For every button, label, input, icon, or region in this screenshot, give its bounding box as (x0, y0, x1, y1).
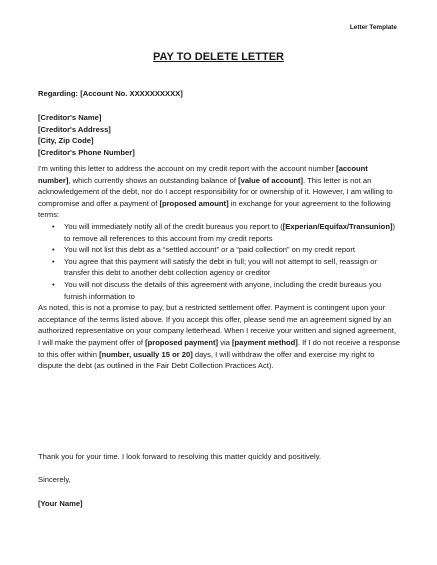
proposed-amount-placeholder: [proposed amount] (159, 198, 229, 208)
para-text: in exchange for your agreement to the following terms: (38, 198, 391, 220)
opening-paragraph (38, 163, 400, 221)
para-text: , which currently shows an outstanding balance of (68, 175, 239, 185)
settlement-paragraph (38, 302, 400, 372)
para-text: . This letter is not an acknowledgement of the debt, nor do I accept responsibility for or ownership of it. However, I am willing to compromise and offer a payment of (38, 175, 393, 208)
creditor-name: [Creditor's Name] (38, 113, 102, 122)
term-text: ) to remove all references to this account from my credit reports (64, 221, 396, 243)
creditor-address: [Creditor's Address] (38, 124, 111, 134)
letter-title: PAY TO DELETE LETTER (152, 51, 284, 63)
para-text: days, I will withdraw the offer and exercise my right to dispute the debt (as outlined in the Fair Debt Collection Practices Act). (38, 349, 375, 371)
letter-template-tag: Letter Template (349, 24, 397, 31)
para-text: As noted, this is not a promise to pay, but a restricted settlement offer. Payment is contingent upon your acceptance of the terms listed above. If you accept this offer, please send me an agreement signed by an authorized representative on your company letterhead. When I receive your written and signed agreement, I will make the payment offer of (38, 303, 396, 347)
proposed-payment-placeholder: [proposed payment] (145, 337, 219, 347)
creditor-city-zip: [City, Zip Code] (38, 136, 94, 146)
para-text: . If I do not receive a response to this offer within (38, 337, 400, 359)
para-text: via (218, 337, 233, 347)
letter-body (38, 163, 400, 372)
para-text: I'm writing this letter to address the account on my credit report with the account number (38, 164, 337, 173)
account-number-placeholder: [account number] (38, 164, 368, 185)
signature-name: [Your Name] (38, 499, 83, 508)
term-item: • You will not list this debt as a “settled account” or a “paid collection” on my credit report (64, 244, 400, 256)
terms-list (38, 221, 400, 302)
term-text: You will immediately notify all of the credit bureaus you report to ( (64, 221, 283, 231)
payment-method-placeholder: [payment method] (232, 337, 298, 347)
value-of-account-placeholder: [value of account] (238, 175, 304, 185)
creditor-phone: [Creditor's Phone Number] (38, 147, 135, 157)
term-item: • You agree that this payment will satisfy the debt in full; you will not attempt to sell, reassign or transfer this debt to another debt collection agency or creditor (64, 256, 400, 279)
regarding-line: Regarding: [Account No. XXXXXXXXXX] (38, 89, 183, 98)
days-placeholder: [number, usually 15 or 20] (99, 349, 193, 359)
closing-salutation: Sincerely, (38, 475, 71, 484)
creditor-address-block (38, 112, 400, 158)
thanks-paragraph: Thank you for your time. I look forward to resolving this matter quickly and positively. (38, 452, 322, 461)
bureaus-placeholder: [Experian/Equifax/Transunion] (282, 221, 393, 231)
term-item (64, 221, 400, 244)
term-item: • You will not discuss the details of this agreement with anyone, including the credit bureaus you furnish information to (64, 279, 400, 302)
